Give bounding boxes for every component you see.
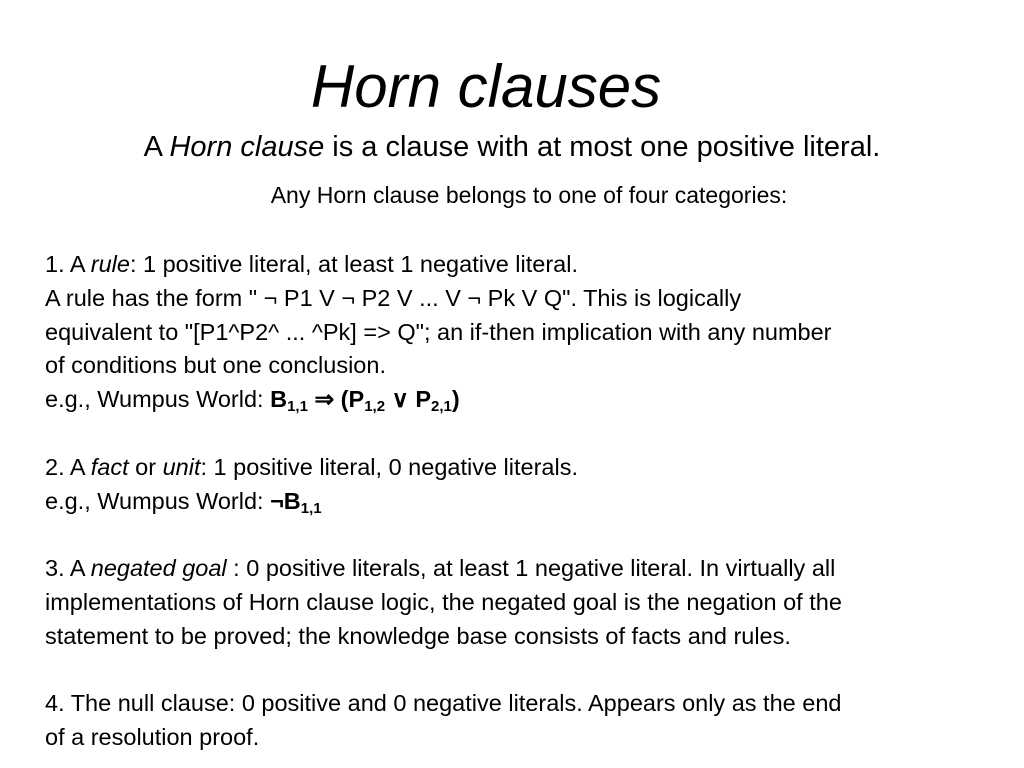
item2-example-prefix: e.g., Wumpus World: — [45, 487, 271, 514]
subtitle-rest: is a clause with at most one positive literal. — [324, 131, 881, 163]
item1-line2: A rule has the form " ¬ P1 V ¬ P2 V ... V ¬ Pk V Q". This is logically — [45, 284, 742, 311]
item2-term-unit: unit — [162, 453, 201, 480]
item4-heading: 4. The null clause: 0 positive and 0 negative literals. Appears only as the end — [45, 690, 842, 717]
item3-number: 3. A — [45, 555, 91, 582]
item3-term: negated goal — [90, 555, 227, 582]
item2-term-fact: fact — [90, 453, 129, 480]
subtitle-term: Horn clause — [169, 131, 325, 163]
item3-desc: : 0 positive literals, at least 1 negative literal. In virtually all — [226, 555, 836, 582]
item1-example-prefix: e.g., Wumpus World: — [45, 386, 271, 413]
item1-number: 1. A — [45, 251, 91, 277]
formula-p1: P — [348, 386, 365, 413]
spacer — [45, 417, 1020, 451]
formula-neg-b-subscript: 1,1 — [300, 499, 322, 517]
item3-line2: implementations of Horn clause logic, the negated goal is the negation of the — [45, 588, 842, 615]
spacer — [45, 518, 1020, 552]
intro-text: Any Horn clause belongs to one of four categories: — [270, 182, 788, 208]
formula-implies: ⇒ ( — [307, 386, 349, 413]
item1-desc: : 1 positive literal, at least 1 negative literal. — [129, 251, 578, 277]
formula-p1-subscript: 1,2 — [364, 398, 386, 416]
item4-line2: of a resolution proof. — [45, 724, 260, 751]
item1-example — [45, 383, 1020, 417]
formula-close: ) — [451, 386, 460, 413]
formula-b-subscript: 1,1 — [287, 398, 308, 416]
slide-subtitle — [0, 129, 1024, 165]
item1-line4: of conditions but one conclusion. — [45, 352, 386, 379]
item2-heading — [45, 451, 1020, 485]
item2-number: 2. A — [45, 453, 91, 480]
item1-term: rule — [90, 251, 130, 277]
formula-neg-b: $\neg B_{1,1}$ — [270, 487, 322, 517]
item1-line3: equivalent to "[P1^P2^ ... ^Pk] => Q"; an if-then implication with any number — [45, 318, 832, 345]
item3-line3: statement to be proved; the knowledge base consists of facts and rules. — [45, 622, 791, 649]
item3-heading — [45, 552, 1020, 586]
slide-title: Horn clauses — [310, 53, 662, 120]
formula-p2-subscript: 2,1 — [431, 398, 452, 416]
formula-b: $B_{1,1}$ ⇒ ($P_{1,2}$ ∨ $P_{2,1}$) — [270, 386, 460, 416]
formula-or: ∨ — [385, 386, 416, 413]
item2-desc: : 1 positive literal, 0 negative literals. — [200, 453, 578, 480]
item1-heading — [45, 248, 1020, 282]
spacer — [45, 654, 1020, 688]
formula-p2: P — [415, 386, 431, 413]
category-list — [45, 248, 1020, 755]
item2-example — [45, 485, 1020, 519]
item2-or: or — [128, 453, 163, 480]
subtitle-prefix: A — [143, 131, 170, 163]
